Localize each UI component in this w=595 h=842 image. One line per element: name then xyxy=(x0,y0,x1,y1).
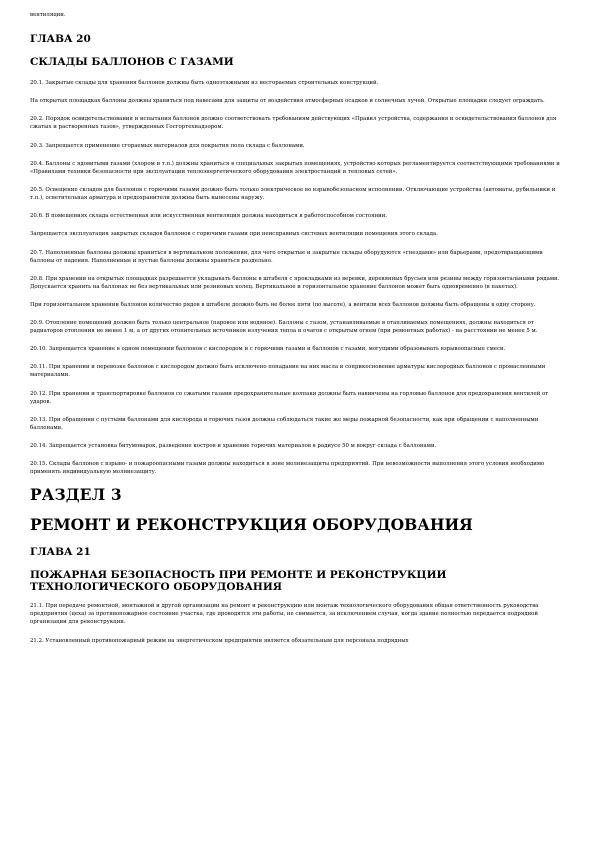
paragraph-20-15: 20.15. Склады баллонов с взрыво- и пожароопасными газами должны находиться в зоне молниезащиты предприятий. При невозможности выполнения этого условия необходимо применять индивидуальную молниезащиту. xyxy=(30,461,545,476)
paragraph-21-2: 21.2. Установленный противопожарный режим на энергетическом предприятии является обязательным для персонала подрядных xyxy=(30,637,409,644)
paragraph-20-12: 20.12. При хранении и транспортировке баллонов со сжатыми газами предохранительные колпаки должны быть навинчены на горловые баллонов для предохранения вентилей от ударов. xyxy=(30,390,549,405)
paragraph-21-1: 21.1. При передаче ремонтной, монтажной и другой организации на ремонт и реконструкцию или монтаж технологического оборудования общая ответственность руководства предприятия (цеха) за противопожарное состояние участка, где проводятся эти работы, не снимается, за исключением случая, когда здание полностью передается подрядной организации для реконструкции. xyxy=(30,603,539,626)
paragraph-20-1: 20.1. Закрытые склады для хранения баллонов должны быть одноэтажными из несгораемых строительных конструкций. xyxy=(30,80,379,86)
paragraph-20-14: 20.14. Запрещается установка битумоварок, разведение костров и хранение горючих материалов в радиусе 50 м вокруг склада с баллонами. xyxy=(30,443,437,449)
chapter-20-title: СКЛАДЫ БАЛЛОНОВ С ГАЗАМИ xyxy=(30,56,234,68)
paragraph-20-5: 20.5. Освещение складов для баллонов с горючими газами должно быть только электрическое во взрывобезопасном исполнении. Отключающие устройства (автоматы, рубильники и т.п.), осветительная арматура и предохранители должны быть вынесены наружу. xyxy=(30,186,556,201)
paragraph-20-6-cont: Запрещается эксплуатация закрытых складов баллонов с горючими газами при неисправных системах вентиляции помещения этого склада. xyxy=(30,231,438,238)
paragraph-20-10: 20.10. Запрещается хранение в одном помещении баллонов с кислородом и с горючими газами и баллонов с газами, могущими образовывать взрывоопасные смеси. xyxy=(30,346,506,353)
chapter-21-label: ГЛАВА 21 xyxy=(30,546,91,559)
paragraph-20-6: 20.6. В помещениях склада естественная или искусственная вентиляция должна находиться в работоспособном состоянии. xyxy=(30,213,388,220)
paragraph-20-13: 20.13. При обращении с пустыми баллонами для кислорода и горючих газов должны соблюдаться такие же меры пожарной безопасности, как при обращении с наполненными баллонами. xyxy=(30,416,539,431)
paragraph-20-11: 20.11. При хранении и перевозке баллонов с кислородом должно быть исключено попадание на них масла и соприкосновение арматуры кислородных баллонов с промасленными материалами. xyxy=(30,364,546,379)
text-fragment-top: вентиляции. xyxy=(30,12,66,18)
section-3-title: РЕМОНТ И РЕКОНСТРУКЦИЯ ОБОРУДОВАНИЯ xyxy=(30,515,473,535)
paragraph-20-2: 20.2. Порядок освидетельствования и испытания баллонов должно соответствовать требованиям действующих «Правил устройства, содержания и освидетельствования баллонов для сжатых и растворенных газов», утвержденных Госгортехнадзором. xyxy=(30,116,557,131)
paragraph-20-1-cont: На открытых площадках баллоны должны храниться под навесами для защиты от воздействия атмосферных осадков и солнечных лучей. Открытые площадки следует ограждать. xyxy=(30,98,545,105)
paragraph-20-4: 20.4. Баллоны с ядовитыми газами (хлором и т.п.) должны храниться в специальных закрытых помещениях, устройство которых регламентируется соответствующими требованиями и «Правилами техники безопасности при эксплуатации теплоэнергетического оборудования электростанций и тепловых сетей». xyxy=(30,160,560,175)
chapter-20-label: ГЛАВА 20 xyxy=(30,33,91,45)
paragraph-20-9: 20.9. Отопление помещений должно быть только центральное (паровое или водяное). Баллоны с газом, устанавливаемые в отапливаемых помещениях, должны находиться от радиаторов отопления не менее 1 м, а от других отопительных источников излучения тепла и очагов с открытым огнем (при ремонтных работах) - на расстоянии не менее 5 м. xyxy=(30,320,538,335)
paragraph-20-8-cont: При горизонтальном хранении баллонов количество рядов в штабеле должно быть не более пяти (по высоте), а вентили всех баллонов должны быть обращены в одну сторону. xyxy=(30,301,536,308)
paragraph-20-3: 20.3. Запрещается применение сгораемых материалов для покрытия пола склада с баллонами. xyxy=(30,142,305,149)
paragraph-20-7: 20.7. Наполненные баллоны должны храниться в вертикальном положении, для чего открытые и закрытые склады оборудуются «гнездами» или барьерами, предотвращающими баллоны от падения. Наполненные и пустые баллоны должны храниться раздельно. xyxy=(30,249,543,264)
chapter-21-title-line-2: ТЕХНОЛОГИЧЕСКОГО ОБОРУДОВАНИЯ xyxy=(30,581,283,594)
section-3-label: РАЗДЕЛ 3 xyxy=(30,485,122,505)
chapter-21-title-line-1: ПОЖАРНАЯ БЕЗОПАСНОСТЬ ПРИ РЕМОНТЕ И РЕКОНСТРУКЦИИ xyxy=(30,569,447,582)
chapter-21-title xyxy=(30,569,565,593)
paragraph-20-8: 20.8. При хранении на открытых площадках разрешается укладывать баллоны в штабеля с прокладками из веревки, деревянных брусьев или резины между горизонтальными рядами. Допускается хранить на баллонах не без вертикальных или резиновых колец. Вертикальное и горизонтальное хранение баллонов может быть одновременно (в пакетах). xyxy=(30,275,560,290)
